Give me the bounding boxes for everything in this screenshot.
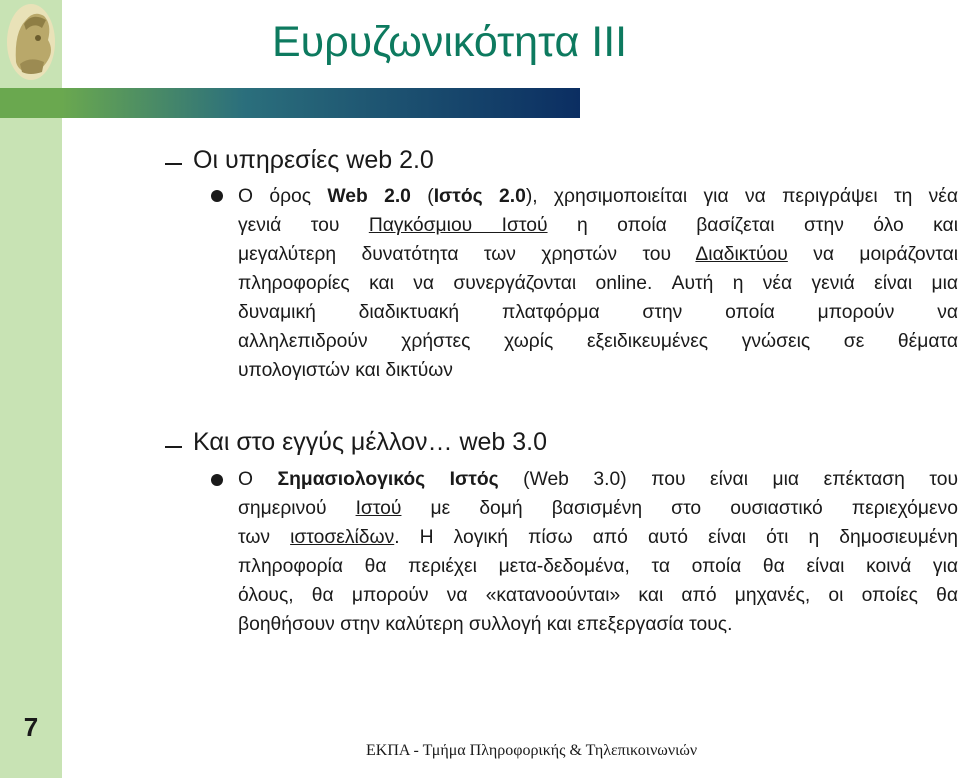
paragraph-web3 — [238, 465, 958, 639]
title-underline-bar — [62, 88, 580, 118]
text-line: πληροφορίες και να συνεργάζονται online. Αυτή η νέα γενιά είναι μια — [238, 273, 958, 294]
text-line: υπολογιστών και δικτύων — [238, 360, 453, 381]
section-heading-web2: Οι υπηρεσίες web 2.0 — [193, 146, 434, 174]
text-line: όλους, θα μπορούν να «κατανοούνται» και από μηχανές, οι οποίες θα — [238, 585, 958, 606]
sidebar-accent — [0, 88, 62, 118]
text-line: βοηθήσουν στην καλύτερη συλλογή και επεξεργασία τους. — [238, 614, 733, 635]
link-webpages[interactable]: ιστοσελίδων — [290, 527, 395, 548]
dash-marker — [165, 446, 182, 448]
text-line: πληροφορία θα περιέχει μετα-δεδομένα, τα οποία θα είναι κοινά για — [238, 556, 958, 577]
slide-number: 7 — [23, 712, 39, 742]
bullet-icon — [211, 474, 223, 486]
bullet-icon — [211, 190, 223, 202]
text-line: αλληλεπιδρούν χρήστες χωρίς εξειδικευμένες γνώσεις σε θέματα — [238, 331, 958, 352]
text-line: μεγαλύτερη δυνατότητα των χρηστών του Διαδικτύου να μοιράζονται — [238, 244, 958, 265]
link-web[interactable]: Ιστού — [355, 498, 402, 519]
text-line: γενιά του Παγκόσμιου Ιστού η οποία βασίζεται στην όλο και — [238, 215, 958, 236]
text-line: σημερινού Ιστού με δομή βασισμένη στο ουσιαστικό περιεχόμενο — [238, 498, 958, 519]
athena-logo-icon — [4, 2, 58, 82]
link-internet[interactable]: Διαδικτύου — [695, 244, 788, 265]
section-heading-web3: Και στο εγγύς μέλλον… web 3.0 — [193, 428, 548, 456]
link-world-wide-web[interactable]: Παγκόσμιου Ιστού — [368, 215, 548, 236]
paragraph-web2 — [238, 182, 958, 385]
footer-text: ΕΚΠΑ - Τμήμα Πληροφορικής & Τηλεπικοινωνιών — [366, 742, 698, 759]
text-line: των ιστοσελίδων. Η λογική πίσω από αυτό είναι ότι η δημοσιευμένη — [238, 527, 958, 548]
text-line: Ο όρος Web 2.0 (Ιστός 2.0), χρησιμοποιείται για να περιγράψει τη νέα — [238, 186, 959, 207]
slide-title: Ευρυζωνικότητα ΙΙΙ — [272, 18, 628, 66]
text-line: Ο Σημασιολογικός Ιστός (Web 3.0) που είναι μια επέκταση του — [238, 469, 959, 490]
dash-marker — [165, 163, 182, 165]
text-line: δυναμική διαδικτυακή πλατφόρμα στην οποία μπορούν να — [238, 302, 958, 323]
